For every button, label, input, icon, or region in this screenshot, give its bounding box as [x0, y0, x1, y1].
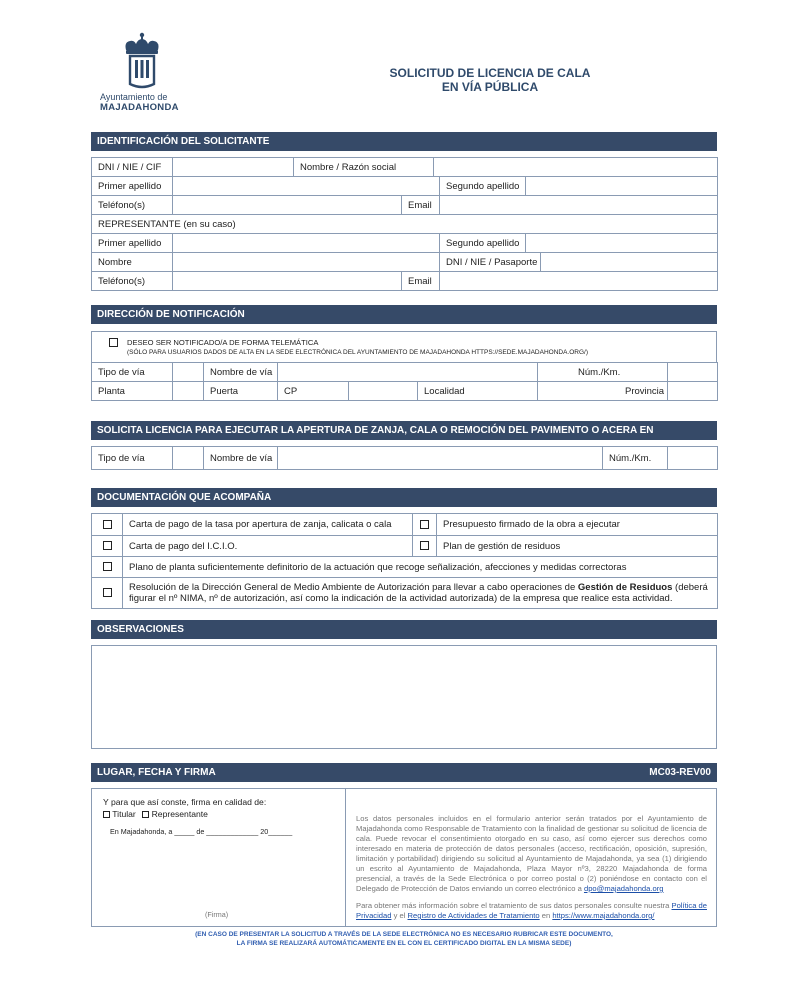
telematica-checkbox[interactable]: [109, 338, 118, 347]
conste-text: Y para que así conste, firma en calidad de:: [103, 797, 267, 807]
email-field[interactable]: [440, 196, 718, 215]
representante-label: Representante: [151, 809, 208, 819]
doc3-label: Carta de pago del I.C.I.O.: [123, 536, 413, 557]
doc4-checkbox[interactable]: [420, 541, 429, 550]
doc2-checkbox[interactable]: [420, 520, 429, 529]
nombre-razon-field[interactable]: [434, 158, 718, 177]
doc5-label: Plano de planta suficientemente definitorio de la actuación que recoge señalización, afecciones y medidas correctoras: [123, 557, 718, 578]
obra-num-km-label: Núm./Km.: [603, 447, 668, 470]
obra-tipo-via-label: Tipo de vía: [92, 447, 173, 470]
privacy-text-1: Los datos personales incluidos en el formulario anterior serán tratados por el Ayuntamiento de Majadahonda como Responsable de Tratamiento con la finalidad de gestionar su solicitud de licencia de cala. Puede revocar el consentimiento otorgado en su caso, así como ejercer sus derechos como interesado en materia de protección de datos personales (acceso, rectificación, oposición, supresión, limitación y portabilidad) dirigiendo su solicitud al Ayuntamiento de Majadahonda, ya sea (1) dirigiendo un escrito al Ayuntamiento de Majadahonda, Plaza Mayor nº3, 28220 Majadahonda de forma presencial, a través de la Sede Electrónica o por correo postal o (2) poniéndose en contacto con el Delegado de Protección de Datos enviando un correo electrónico a: [356, 814, 707, 893]
rep-segundo-apellido-label: Segundo apellido: [440, 234, 526, 253]
puerta-label: Puerta: [210, 385, 238, 397]
rep-dni-field[interactable]: [541, 253, 718, 272]
section-documentacion-heading: DOCUMENTACIÓN QUE ACOMPAÑA: [91, 488, 717, 507]
rep-email-field[interactable]: [440, 272, 718, 291]
nombre-via-field[interactable]: [278, 363, 538, 382]
doc6-text-c: (deberá figurar el nº NIMA, nº de autorización, así como la indicación de la actividad autorizada) de la empresa que realice esta actividad.: [129, 582, 708, 604]
segundo-apellido-field[interactable]: [526, 177, 718, 196]
primer-apellido-label: Primer apellido: [92, 177, 173, 196]
firma-box: [91, 788, 717, 927]
privacy-text-2a: Para obtener más información sobre el tratamiento de sus datos personales consulte nuestra: [356, 901, 672, 910]
section-notificacion-heading: DIRECCIÓN DE NOTIFICACIÓN: [91, 305, 717, 324]
firma-label: (Firma): [205, 910, 229, 919]
title-line-1: SOLICITUD DE LICENCIA DE CALA: [389, 66, 591, 80]
rep-telefono-label: Teléfono(s): [92, 272, 173, 291]
tipo-via-label: Tipo de vía: [92, 363, 173, 382]
primer-apellido-field[interactable]: [173, 177, 440, 196]
num-km-label: Núm./Km.: [538, 363, 668, 382]
solicitante-table: [91, 157, 718, 291]
titular-label: Titular: [112, 809, 136, 819]
dpo-email-link[interactable]: dpo@majadahonda.org: [583, 884, 664, 893]
obra-nombre-via-label: Nombre de vía: [204, 447, 278, 470]
rep-nombre-field[interactable]: [173, 253, 440, 272]
telematica-option: [91, 331, 717, 362]
rep-primer-apellido-field[interactable]: [173, 234, 440, 253]
website-link[interactable]: https://www.majadahonda.org/: [552, 911, 655, 920]
tipo-via-field[interactable]: [173, 363, 204, 382]
logo-line-1: Ayuntamiento de: [100, 92, 168, 102]
doc5-checkbox[interactable]: [103, 562, 112, 571]
section-solicitante-heading: IDENTIFICACIÓN DEL SOLICITANTE: [91, 132, 717, 151]
planta-field[interactable]: [173, 382, 204, 401]
registro-actividades-link[interactable]: Registro de Actividades de Tratamiento: [407, 911, 540, 920]
form-code: MC03-REV00: [649, 767, 711, 778]
footer-line-1: (EN CASO DE PRESENTAR LA SOLICITUD A TRAVÉS DE LA SEDE ELECTRÓNICA NO ES NECESARIO RUBRICAR ESTE DOCUMENTO,: [195, 931, 613, 938]
privacy-text-2b: y el: [391, 911, 408, 920]
section-firma-heading: [91, 763, 717, 782]
obra-tipo-via-field[interactable]: [173, 447, 204, 470]
doc6-label: [123, 578, 718, 609]
documentacion-table: [91, 513, 718, 609]
doc2-label: Presupuesto firmado de la obra a ejecutar: [437, 514, 718, 536]
num-km-field[interactable]: [668, 363, 718, 382]
privacy-paragraph-1: [356, 814, 707, 894]
notificacion-table: [91, 362, 718, 401]
privacy-text-2c: en: [539, 911, 553, 920]
title-line-2: EN VÍA PÚBLICA: [441, 80, 539, 94]
doc6-checkbox[interactable]: [103, 588, 112, 597]
footer-note: [91, 930, 717, 948]
doc4-label: Plan de gestión de residuos: [437, 536, 718, 557]
logo-line-2: MAJADAHONDA: [100, 102, 179, 113]
rep-segundo-apellido-field[interactable]: [526, 234, 718, 253]
rep-nombre-label: Nombre: [92, 253, 173, 272]
nombre-via-label: Nombre de vía: [204, 363, 278, 382]
privacy-notice: [356, 814, 707, 921]
observaciones-field[interactable]: [91, 645, 717, 749]
provincia-label: Provincia: [538, 382, 668, 401]
cp-field[interactable]: [349, 382, 418, 401]
firma-area: [92, 789, 346, 926]
telematica-note: (SÓLO PARA USUARIOS DADOS DE ALTA EN LA SEDE ELECTRÓNICA DEL AYUNTAMIENTO DE MAJADAHONDA HTTPS://SEDE.MAJADAHONDA.ORG/): [127, 349, 588, 356]
firma-heading-text: LUGAR, FECHA Y FIRMA: [97, 767, 216, 778]
localidad-label: Localidad: [418, 382, 538, 401]
cp-label: CP: [278, 382, 349, 401]
rep-telefono-field[interactable]: [173, 272, 402, 291]
email-label: Email: [402, 196, 440, 215]
privacy-paragraph-2: [356, 901, 707, 921]
doc6-text-a: Resolución de la Dirección General de Medio Ambiente de Autorización para llevar a cabo operaciones de: [129, 582, 578, 593]
section-licencia-heading: SOLICITA LICENCIA PARA EJECUTAR LA APERTURA DE ZANJA, CALA O REMOCIÓN DEL PAVIMENTO O ACERA EN: [91, 421, 717, 440]
provincia-field[interactable]: [668, 382, 718, 401]
telematica-label: DESEO SER NOTIFICADO/A DE FORMA TELEMÁTICA: [127, 338, 319, 347]
rep-primer-apellido-label: Primer apellido: [92, 234, 173, 253]
titular-checkbox[interactable]: [103, 811, 110, 818]
representante-checkbox[interactable]: [142, 811, 149, 818]
dni-label: DNI / NIE / CIF: [92, 158, 173, 177]
rep-dni-label: DNI / NIE / Pasaporte: [440, 253, 541, 272]
crown-tower-icon: [120, 32, 164, 90]
rep-email-label: Email: [402, 272, 440, 291]
politica-privacidad-link[interactable]: Política de Privacidad: [356, 901, 707, 920]
doc1-checkbox[interactable]: [103, 520, 112, 529]
document-title: [330, 66, 650, 94]
nombre-razon-label: Nombre / Razón social: [294, 158, 434, 177]
telefono-field[interactable]: [173, 196, 402, 215]
obra-num-km-field[interactable]: [668, 447, 718, 470]
telefono-label: Teléfono(s): [92, 196, 173, 215]
doc3-checkbox[interactable]: [103, 541, 112, 550]
licencia-table: [91, 446, 718, 470]
representante-label: REPRESENTANTE (en su caso): [92, 215, 718, 234]
dni-field[interactable]: [173, 158, 294, 177]
section-observaciones-heading: OBSERVACIONES: [91, 620, 717, 639]
planta-label: Planta: [92, 382, 173, 401]
doc6-text-bold: Gestión de Residuos: [577, 582, 673, 593]
municipal-logo: [100, 32, 190, 122]
footer-line-2: LA FIRMA SE REALIZARÁ AUTOMÁTICAMENTE EN EL CON EL CERTIFICADO DIGITAL EN LA MISMA SEDE): [236, 940, 572, 947]
doc1-label: Carta de pago de la tasa por apertura de zanja, calicata o cala: [123, 514, 413, 536]
lugar-fecha-text: En Majadahonda, a _____ de _____________ 20______: [110, 827, 293, 836]
obra-nombre-via-field[interactable]: [278, 447, 603, 470]
segundo-apellido-label: Segundo apellido: [440, 177, 526, 196]
